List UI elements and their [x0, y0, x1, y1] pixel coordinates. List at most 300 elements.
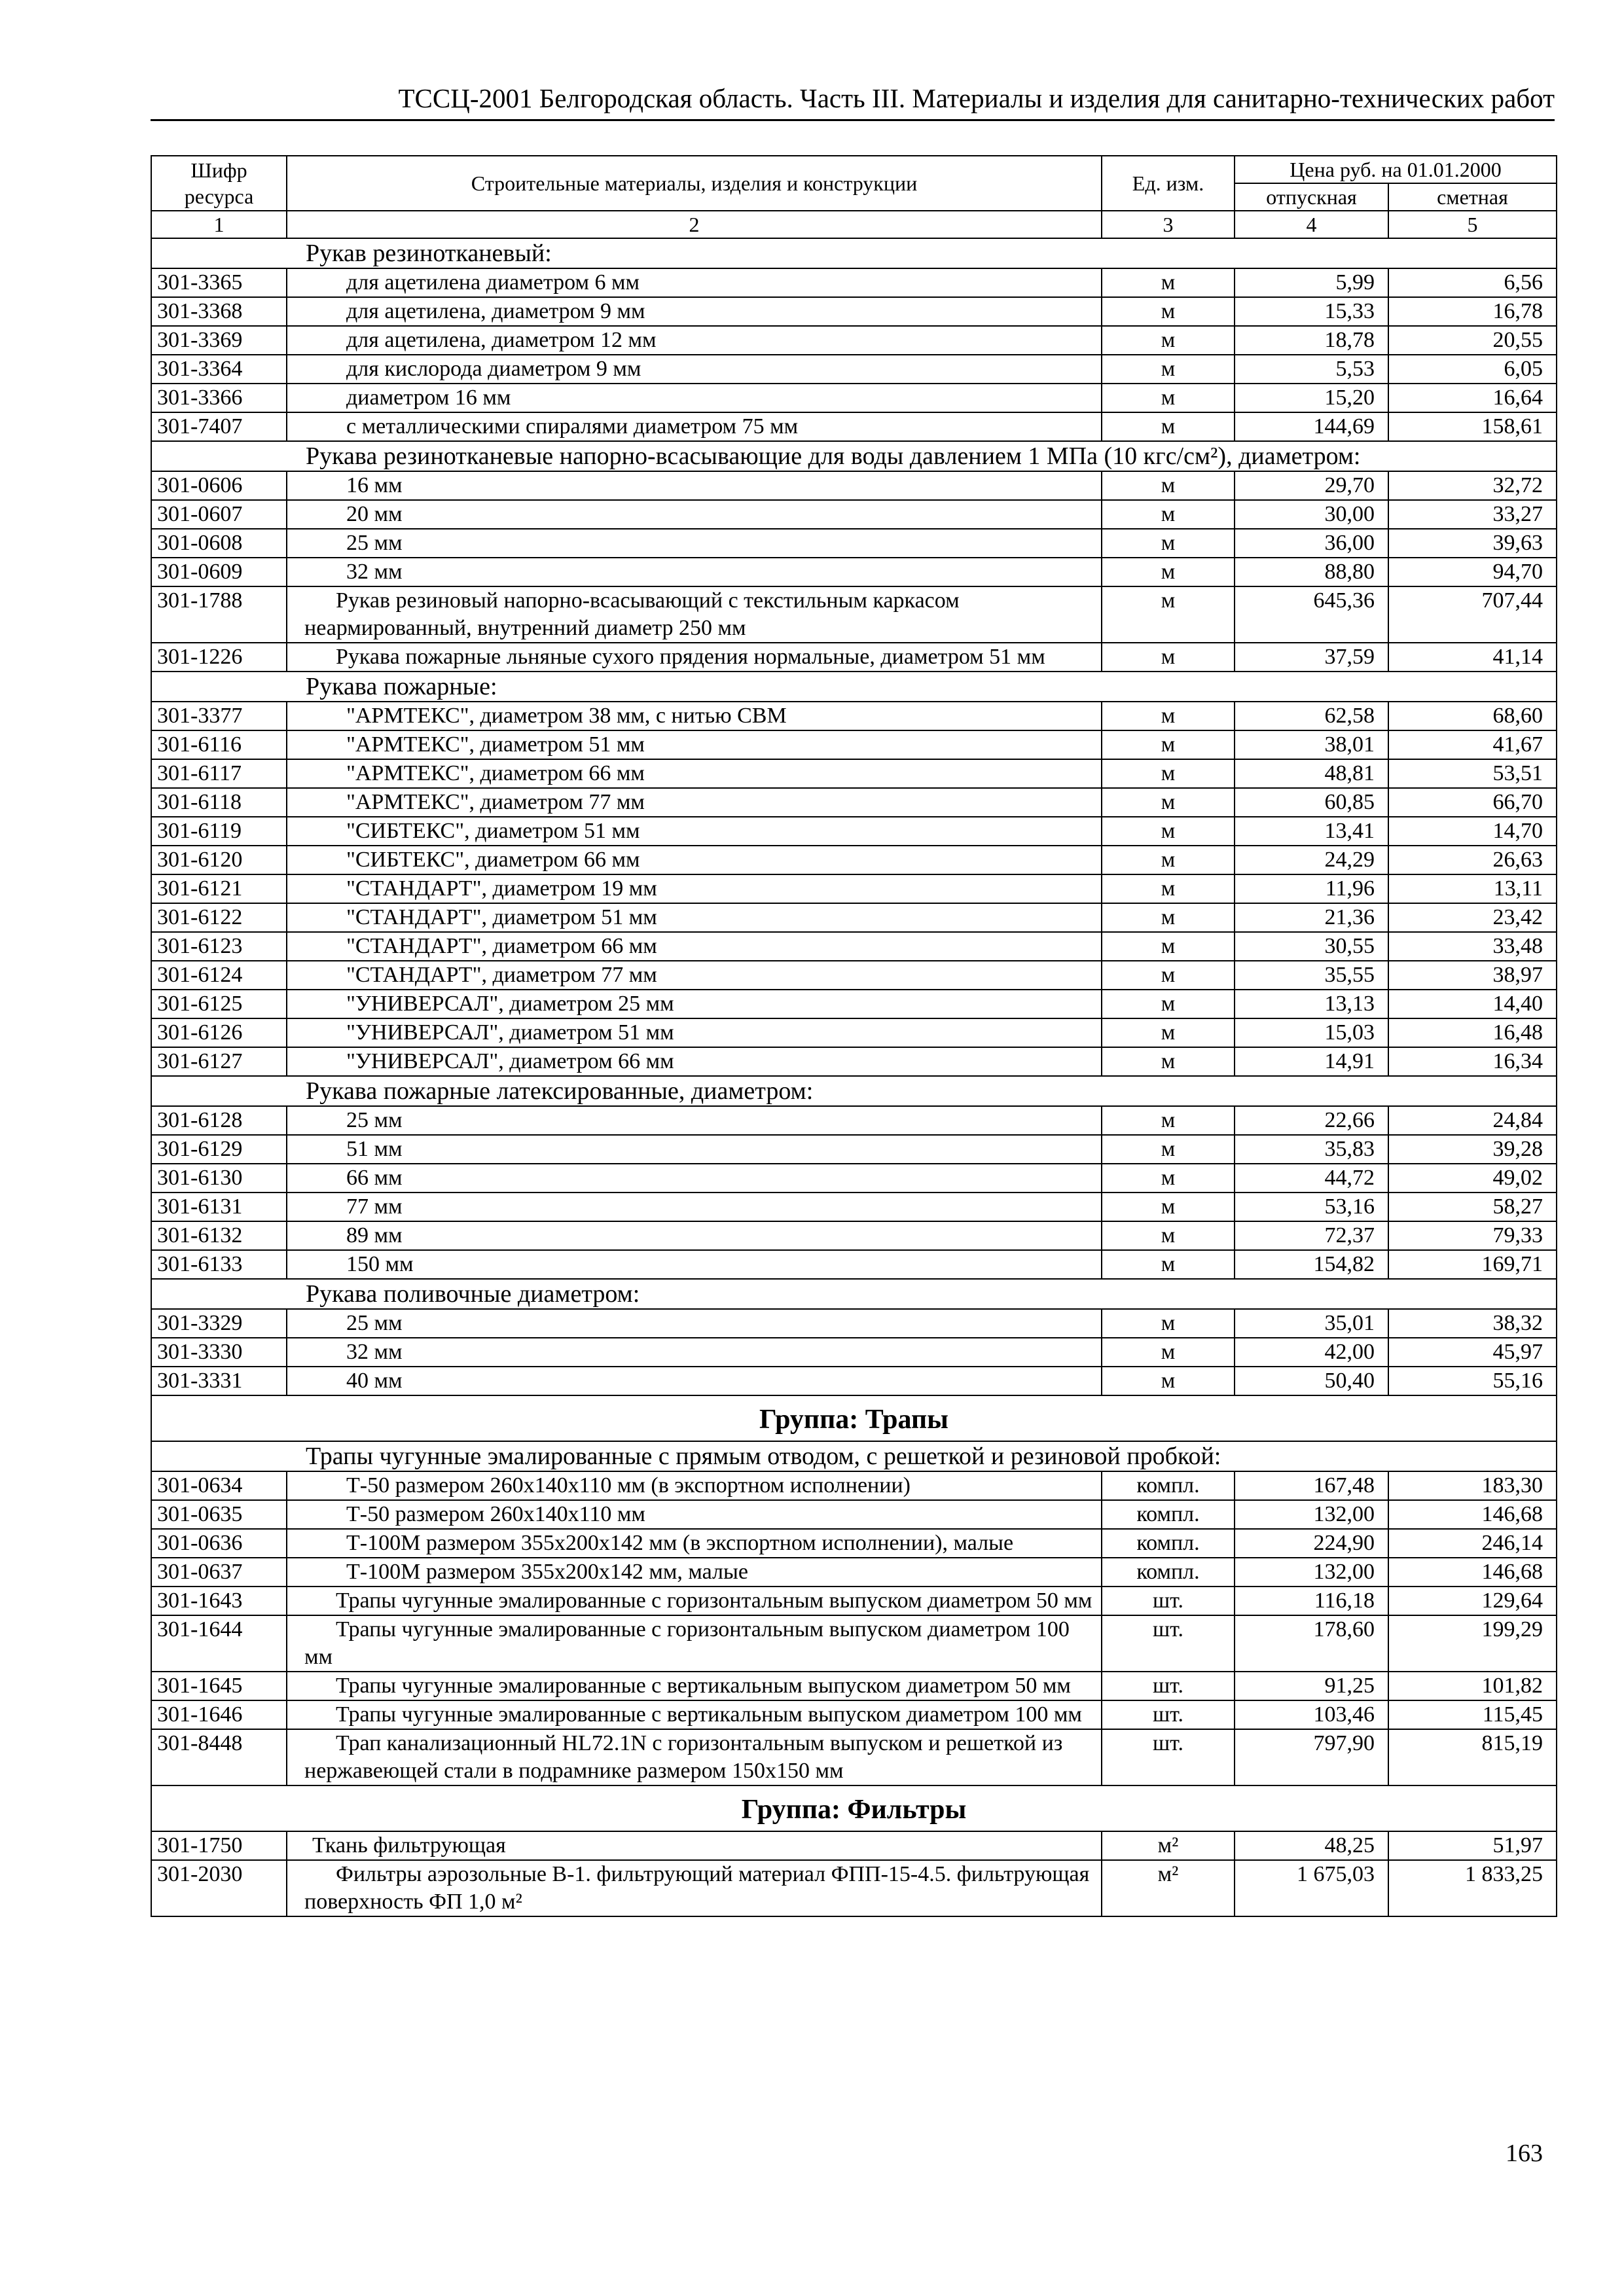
release-price: 5,99: [1235, 268, 1388, 297]
estimate-price: 45,97: [1388, 1338, 1557, 1367]
unit-of-measure: м: [1102, 730, 1235, 759]
material-name: Трапы чугунные эмалированные с вертикальным выпуском диаметром 50 мм: [287, 1672, 1102, 1700]
table-header-row: [151, 156, 1557, 183]
release-price: 72,37: [1235, 1221, 1388, 1250]
unit-of-measure: шт.: [1102, 1615, 1235, 1672]
estimate-price: 246,14: [1388, 1529, 1557, 1558]
header-price: Цена руб. на 01.01.2000: [1235, 156, 1557, 183]
resource-code: 301-3369: [151, 326, 287, 355]
estimate-price: 146,68: [1388, 1558, 1557, 1587]
section-heading-row: [151, 672, 1557, 702]
table-row: [151, 932, 1557, 961]
resource-code: 301-8448: [151, 1729, 287, 1785]
material-name: Рукава пожарные льняные сухого прядения нормальные, диаметром 51 мм: [287, 643, 1102, 672]
resource-code: 301-0608: [151, 529, 287, 558]
resource-code: 301-6121: [151, 874, 287, 903]
table-row: [151, 730, 1557, 759]
page-header: [151, 77, 1555, 121]
unit-of-measure: м: [1102, 702, 1235, 730]
table-row: [151, 529, 1557, 558]
resource-code: 301-0636: [151, 1529, 287, 1558]
resource-code: 301-6120: [151, 846, 287, 874]
unit-of-measure: м: [1102, 471, 1235, 500]
unit-of-measure: м: [1102, 1250, 1235, 1279]
release-price: 11,96: [1235, 874, 1388, 903]
material-name: Трапы чугунные эмалированные с вертикальным выпуском диаметром 100 мм: [287, 1700, 1102, 1729]
resource-code: 301-6132: [151, 1221, 287, 1250]
resource-code: 301-1644: [151, 1615, 287, 1672]
resource-code: 301-6130: [151, 1164, 287, 1193]
unit-of-measure: м: [1102, 903, 1235, 932]
table-row: [151, 903, 1557, 932]
resource-code: 301-3330: [151, 1338, 287, 1367]
unit-of-measure: м: [1102, 643, 1235, 672]
estimate-price: 33,48: [1388, 932, 1557, 961]
table-row: [151, 586, 1557, 643]
resource-code: 301-1750: [151, 1831, 287, 1860]
material-name: для кислорода диаметром 9 мм: [287, 355, 1102, 384]
table-row: [151, 990, 1557, 1018]
material-name: "АРМТЕКС", диаметром 51 мм: [287, 730, 1102, 759]
unit-of-measure: м²: [1102, 1860, 1235, 1916]
release-price: 132,00: [1235, 1558, 1388, 1587]
table-row: [151, 412, 1557, 441]
estimate-price: 38,32: [1388, 1309, 1557, 1338]
material-name: 25 мм: [287, 1106, 1102, 1135]
estimate-price: 169,71: [1388, 1250, 1557, 1279]
table-row: [151, 1250, 1557, 1279]
release-price: 21,36: [1235, 903, 1388, 932]
estimate-price: 79,33: [1388, 1221, 1557, 1250]
release-price: 116,18: [1235, 1587, 1388, 1615]
estimate-price: 158,61: [1388, 412, 1557, 441]
table-row: [151, 1018, 1557, 1047]
section-heading-row: [151, 441, 1557, 471]
header-name: Строительные материалы, изделия и конструкции: [287, 156, 1102, 211]
material-name: "АРМТЕКС", диаметром 38 мм, с нитью СВМ: [287, 702, 1102, 730]
resource-code: 301-0637: [151, 1558, 287, 1587]
material-name: "АРМТЕКС", диаметром 77 мм: [287, 788, 1102, 817]
release-price: 36,00: [1235, 529, 1388, 558]
estimate-price: 26,63: [1388, 846, 1557, 874]
table-row: [151, 297, 1557, 326]
estimate-price: 32,72: [1388, 471, 1557, 500]
release-price: 30,00: [1235, 500, 1388, 529]
header-release-price: отпускная: [1235, 183, 1388, 211]
resource-code: 301-1643: [151, 1587, 287, 1615]
unit-of-measure: м²: [1102, 1831, 1235, 1860]
table-row: [151, 817, 1557, 846]
resource-code: 301-3368: [151, 297, 287, 326]
header-estimate-price: сметная: [1388, 183, 1557, 211]
release-price: 35,83: [1235, 1135, 1388, 1164]
estimate-price: 51,97: [1388, 1831, 1557, 1860]
table-row: [151, 1047, 1557, 1076]
section-title: Рукава поливочные диаметром:: [151, 1279, 1557, 1309]
table-row: [151, 643, 1557, 672]
material-name: "СТАНДАРТ", диаметром 66 мм: [287, 932, 1102, 961]
estimate-price: 41,14: [1388, 643, 1557, 672]
resource-code: 301-1788: [151, 586, 287, 643]
section-heading-row: [151, 238, 1557, 268]
release-price: 13,13: [1235, 990, 1388, 1018]
unit-of-measure: компл.: [1102, 1558, 1235, 1587]
header-code: Шифр ресурса: [151, 156, 287, 211]
estimate-price: 39,63: [1388, 529, 1557, 558]
estimate-price: 115,45: [1388, 1700, 1557, 1729]
section-heading-row: [151, 1076, 1557, 1106]
material-name: Трап канализационный HL72.1N с горизонтальным выпуском и решеткой из нержавеющей стали в подрамнике размером 150х150 мм: [287, 1729, 1102, 1785]
unit-of-measure: компл.: [1102, 1529, 1235, 1558]
unit-of-measure: м: [1102, 1164, 1235, 1193]
unit-of-measure: м: [1102, 326, 1235, 355]
estimate-price: 6,56: [1388, 268, 1557, 297]
release-price: 144,69: [1235, 412, 1388, 441]
release-price: 15,33: [1235, 297, 1388, 326]
material-name: Фильтры аэрозольные В-1. фильтрующий материал ФПП-15-4.5. фильтрующая поверхность ФП 1,0 м²: [287, 1860, 1102, 1916]
estimate-price: 101,82: [1388, 1672, 1557, 1700]
resource-code: 301-3377: [151, 702, 287, 730]
table-row: [151, 1367, 1557, 1395]
estimate-price: 33,27: [1388, 500, 1557, 529]
unit-of-measure: м: [1102, 1221, 1235, 1250]
document-title: ТССЦ-2001 Белгородская область. Часть III. Материалы и изделия для санитарно-технических работ: [398, 83, 1555, 113]
unit-of-measure: шт.: [1102, 1700, 1235, 1729]
resource-code: 301-6128: [151, 1106, 287, 1135]
unit-of-measure: м: [1102, 500, 1235, 529]
material-name: 51 мм: [287, 1135, 1102, 1164]
table-row: [151, 355, 1557, 384]
resource-code: 301-6133: [151, 1250, 287, 1279]
unit-of-measure: м: [1102, 1047, 1235, 1076]
resource-code: 301-1645: [151, 1672, 287, 1700]
table-row: [151, 384, 1557, 412]
estimate-price: 129,64: [1388, 1587, 1557, 1615]
release-price: 88,80: [1235, 558, 1388, 586]
unit-of-measure: м: [1102, 529, 1235, 558]
material-name: 16 мм: [287, 471, 1102, 500]
unit-of-measure: м: [1102, 1018, 1235, 1047]
material-name: "УНИВЕРСАЛ", диаметром 25 мм: [287, 990, 1102, 1018]
estimate-price: 815,19: [1388, 1729, 1557, 1785]
table-row: [151, 702, 1557, 730]
estimate-price: 199,29: [1388, 1615, 1557, 1672]
material-name: Ткань фильтрующая: [287, 1831, 1102, 1860]
resource-code: 301-0609: [151, 558, 287, 586]
release-price: 91,25: [1235, 1672, 1388, 1700]
table-row: [151, 874, 1557, 903]
release-price: 13,41: [1235, 817, 1388, 846]
release-price: 15,03: [1235, 1018, 1388, 1047]
table-row: [151, 1164, 1557, 1193]
header-unit: Ед. изм.: [1102, 156, 1235, 211]
unit-of-measure: м: [1102, 1338, 1235, 1367]
release-price: 224,90: [1235, 1529, 1388, 1558]
estimate-price: 16,34: [1388, 1047, 1557, 1076]
release-price: 22,66: [1235, 1106, 1388, 1135]
unit-of-measure: м: [1102, 1106, 1235, 1135]
table-row: [151, 1529, 1557, 1558]
estimate-price: 38,97: [1388, 961, 1557, 990]
resource-code: 301-0634: [151, 1471, 287, 1500]
material-name: Трапы чугунные эмалированные с горизонтальным выпуском диаметром 100 мм: [287, 1615, 1102, 1672]
table-row: [151, 268, 1557, 297]
table-row: [151, 1309, 1557, 1338]
unit-of-measure: м: [1102, 297, 1235, 326]
group-heading-row: [151, 1395, 1557, 1441]
release-price: 797,90: [1235, 1729, 1388, 1785]
material-name: 32 мм: [287, 1338, 1102, 1367]
resource-code: 301-1646: [151, 1700, 287, 1729]
estimate-price: 14,70: [1388, 817, 1557, 846]
material-name: Т-50 размером 260х140х110 мм: [287, 1500, 1102, 1529]
estimate-price: 1 833,25: [1388, 1860, 1557, 1916]
column-number: 1: [151, 211, 287, 238]
table-row: [151, 1700, 1557, 1729]
estimate-price: 41,67: [1388, 730, 1557, 759]
table-row: [151, 1500, 1557, 1529]
unit-of-measure: м: [1102, 268, 1235, 297]
table-row: [151, 1338, 1557, 1367]
estimate-price: 66,70: [1388, 788, 1557, 817]
material-name: 25 мм: [287, 1309, 1102, 1338]
resource-code: 301-1226: [151, 643, 287, 672]
estimate-price: 6,05: [1388, 355, 1557, 384]
release-price: 44,72: [1235, 1164, 1388, 1193]
material-name: для ацетилена диаметром 6 мм: [287, 268, 1102, 297]
table-row: [151, 1558, 1557, 1587]
unit-of-measure: м: [1102, 558, 1235, 586]
column-number: 5: [1388, 211, 1557, 238]
material-name: Рукав резиновый напорно-всасывающий с текстильным каркасом неармированный, внутренний диаметр 250 мм: [287, 586, 1102, 643]
unit-of-measure: м: [1102, 817, 1235, 846]
resource-code: 301-0607: [151, 500, 287, 529]
release-price: 48,25: [1235, 1831, 1388, 1860]
estimate-price: 68,60: [1388, 702, 1557, 730]
unit-of-measure: компл.: [1102, 1471, 1235, 1500]
release-price: 24,29: [1235, 846, 1388, 874]
material-name: с металлическими спиралями диаметром 75 мм: [287, 412, 1102, 441]
table-row: [151, 1106, 1557, 1135]
estimate-price: 16,78: [1388, 297, 1557, 326]
estimate-price: 24,84: [1388, 1106, 1557, 1135]
resource-code: 301-6129: [151, 1135, 287, 1164]
table-row: [151, 1831, 1557, 1860]
unit-of-measure: м: [1102, 846, 1235, 874]
estimate-price: 13,11: [1388, 874, 1557, 903]
material-name: "АРМТЕКС", диаметром 66 мм: [287, 759, 1102, 788]
resource-code: 301-0606: [151, 471, 287, 500]
estimate-price: 94,70: [1388, 558, 1557, 586]
resource-code: 301-6125: [151, 990, 287, 1018]
unit-of-measure: компл.: [1102, 1500, 1235, 1529]
estimate-price: 14,40: [1388, 990, 1557, 1018]
release-price: 1 675,03: [1235, 1860, 1388, 1916]
section-title: Рукав резинотканевый:: [151, 238, 1557, 268]
unit-of-measure: м: [1102, 932, 1235, 961]
material-name: 32 мм: [287, 558, 1102, 586]
release-price: 103,46: [1235, 1700, 1388, 1729]
material-name: "УНИВЕРСАЛ", диаметром 66 мм: [287, 1047, 1102, 1076]
release-price: 53,16: [1235, 1193, 1388, 1221]
release-price: 154,82: [1235, 1250, 1388, 1279]
table-row: [151, 1860, 1557, 1916]
price-table: [151, 155, 1557, 1917]
column-number: 3: [1102, 211, 1235, 238]
material-name: 150 мм: [287, 1250, 1102, 1279]
section-title: Рукава пожарные:: [151, 672, 1557, 702]
section-title: Рукава пожарные латексированные, диаметром:: [151, 1076, 1557, 1106]
table-row: [151, 471, 1557, 500]
table-row: [151, 1221, 1557, 1250]
release-price: 38,01: [1235, 730, 1388, 759]
table-row: [151, 326, 1557, 355]
column-number: 2: [287, 211, 1102, 238]
unit-of-measure: м: [1102, 384, 1235, 412]
resource-code: 301-3365: [151, 268, 287, 297]
release-price: 18,78: [1235, 326, 1388, 355]
unit-of-measure: м: [1102, 990, 1235, 1018]
resource-code: 301-0635: [151, 1500, 287, 1529]
resource-code: 301-3331: [151, 1367, 287, 1395]
table-row: [151, 1193, 1557, 1221]
table-row: [151, 961, 1557, 990]
resource-code: 301-2030: [151, 1860, 287, 1916]
release-price: 14,91: [1235, 1047, 1388, 1076]
table-row: [151, 1471, 1557, 1500]
estimate-price: 146,68: [1388, 1500, 1557, 1529]
section-heading-row: [151, 1279, 1557, 1309]
unit-of-measure: м: [1102, 1193, 1235, 1221]
estimate-price: 39,28: [1388, 1135, 1557, 1164]
table-row: [151, 558, 1557, 586]
section-title: Рукава резинотканевые напорно-всасывающие для воды давлением 1 МПа (10 кгс/см²), диаметром:: [151, 441, 1557, 471]
estimate-price: 707,44: [1388, 586, 1557, 643]
unit-of-measure: м: [1102, 874, 1235, 903]
table-row: [151, 1615, 1557, 1672]
material-name: 40 мм: [287, 1367, 1102, 1395]
unit-of-measure: шт.: [1102, 1729, 1235, 1785]
resource-code: 301-6126: [151, 1018, 287, 1047]
estimate-price: 16,48: [1388, 1018, 1557, 1047]
unit-of-measure: м: [1102, 586, 1235, 643]
table-row: [151, 1672, 1557, 1700]
unit-of-measure: м: [1102, 355, 1235, 384]
table-row: [151, 1729, 1557, 1785]
release-price: 35,01: [1235, 1309, 1388, 1338]
section-heading-row: [151, 1441, 1557, 1471]
material-name: "СТАНДАРТ", диаметром 19 мм: [287, 874, 1102, 903]
resource-code: 301-6117: [151, 759, 287, 788]
group-title: Группа: Фильтры: [151, 1785, 1557, 1831]
release-price: 30,55: [1235, 932, 1388, 961]
table-body: [151, 156, 1557, 1916]
column-number: 4: [1235, 211, 1388, 238]
resource-code: 301-6116: [151, 730, 287, 759]
unit-of-measure: шт.: [1102, 1672, 1235, 1700]
estimate-price: 55,16: [1388, 1367, 1557, 1395]
material-name: Т-50 размером 260х140х110 мм (в экспортном исполнении): [287, 1471, 1102, 1500]
material-name: 89 мм: [287, 1221, 1102, 1250]
material-name: "СИБТЕКС", диаметром 51 мм: [287, 817, 1102, 846]
group-heading-row: [151, 1785, 1557, 1831]
resource-code: 301-3364: [151, 355, 287, 384]
material-name: 77 мм: [287, 1193, 1102, 1221]
release-price: 132,00: [1235, 1500, 1388, 1529]
table-row: [151, 759, 1557, 788]
resource-code: 301-6122: [151, 903, 287, 932]
material-name: 25 мм: [287, 529, 1102, 558]
release-price: 60,85: [1235, 788, 1388, 817]
material-name: Т-100М размером 355х200х142 мм (в экспортном исполнении), малые: [287, 1529, 1102, 1558]
table-row: [151, 500, 1557, 529]
estimate-price: 23,42: [1388, 903, 1557, 932]
release-price: 15,20: [1235, 384, 1388, 412]
release-price: 50,40: [1235, 1367, 1388, 1395]
group-title: Группа: Трапы: [151, 1395, 1557, 1441]
section-title: Трапы чугунные эмалированные с прямым отводом, с решеткой и резиновой пробкой:: [151, 1441, 1557, 1471]
unit-of-measure: м: [1102, 961, 1235, 990]
resource-code: 301-6131: [151, 1193, 287, 1221]
page-number: 163: [1506, 2140, 1543, 2167]
material-name: "СТАНДАРТ", диаметром 77 мм: [287, 961, 1102, 990]
material-name: "УНИВЕРСАЛ", диаметром 51 мм: [287, 1018, 1102, 1047]
table-row: [151, 788, 1557, 817]
release-price: 48,81: [1235, 759, 1388, 788]
estimate-price: 53,51: [1388, 759, 1557, 788]
resource-code: 301-3366: [151, 384, 287, 412]
unit-of-measure: м: [1102, 759, 1235, 788]
resource-code: 301-6127: [151, 1047, 287, 1076]
resource-code: 301-7407: [151, 412, 287, 441]
estimate-price: 49,02: [1388, 1164, 1557, 1193]
release-price: 178,60: [1235, 1615, 1388, 1672]
unit-of-measure: м: [1102, 412, 1235, 441]
resource-code: 301-6118: [151, 788, 287, 817]
resource-code: 301-6119: [151, 817, 287, 846]
resource-code: 301-3329: [151, 1309, 287, 1338]
material-name: "СИБТЕКС", диаметром 66 мм: [287, 846, 1102, 874]
material-name: "СТАНДАРТ", диаметром 51 мм: [287, 903, 1102, 932]
release-price: 645,36: [1235, 586, 1388, 643]
material-name: Трапы чугунные эмалированные с горизонтальным выпуском диаметром 50 мм: [287, 1587, 1102, 1615]
unit-of-measure: м: [1102, 788, 1235, 817]
unit-of-measure: м: [1102, 1367, 1235, 1395]
unit-of-measure: м: [1102, 1309, 1235, 1338]
unit-of-measure: м: [1102, 1135, 1235, 1164]
estimate-price: 58,27: [1388, 1193, 1557, 1221]
estimate-price: 16,64: [1388, 384, 1557, 412]
table-row: [151, 1135, 1557, 1164]
release-price: 167,48: [1235, 1471, 1388, 1500]
material-name: для ацетилена, диаметром 9 мм: [287, 297, 1102, 326]
material-name: диаметром 16 мм: [287, 384, 1102, 412]
unit-of-measure: шт.: [1102, 1587, 1235, 1615]
release-price: 42,00: [1235, 1338, 1388, 1367]
material-name: для ацетилена, диаметром 12 мм: [287, 326, 1102, 355]
table-row: [151, 1587, 1557, 1615]
estimate-price: 183,30: [1388, 1471, 1557, 1500]
release-price: 29,70: [1235, 471, 1388, 500]
release-price: 35,55: [1235, 961, 1388, 990]
table-row: [151, 846, 1557, 874]
resource-code: 301-6123: [151, 932, 287, 961]
resource-code: 301-6124: [151, 961, 287, 990]
release-price: 62,58: [1235, 702, 1388, 730]
release-price: 37,59: [1235, 643, 1388, 672]
estimate-price: 20,55: [1388, 326, 1557, 355]
release-price: 5,53: [1235, 355, 1388, 384]
